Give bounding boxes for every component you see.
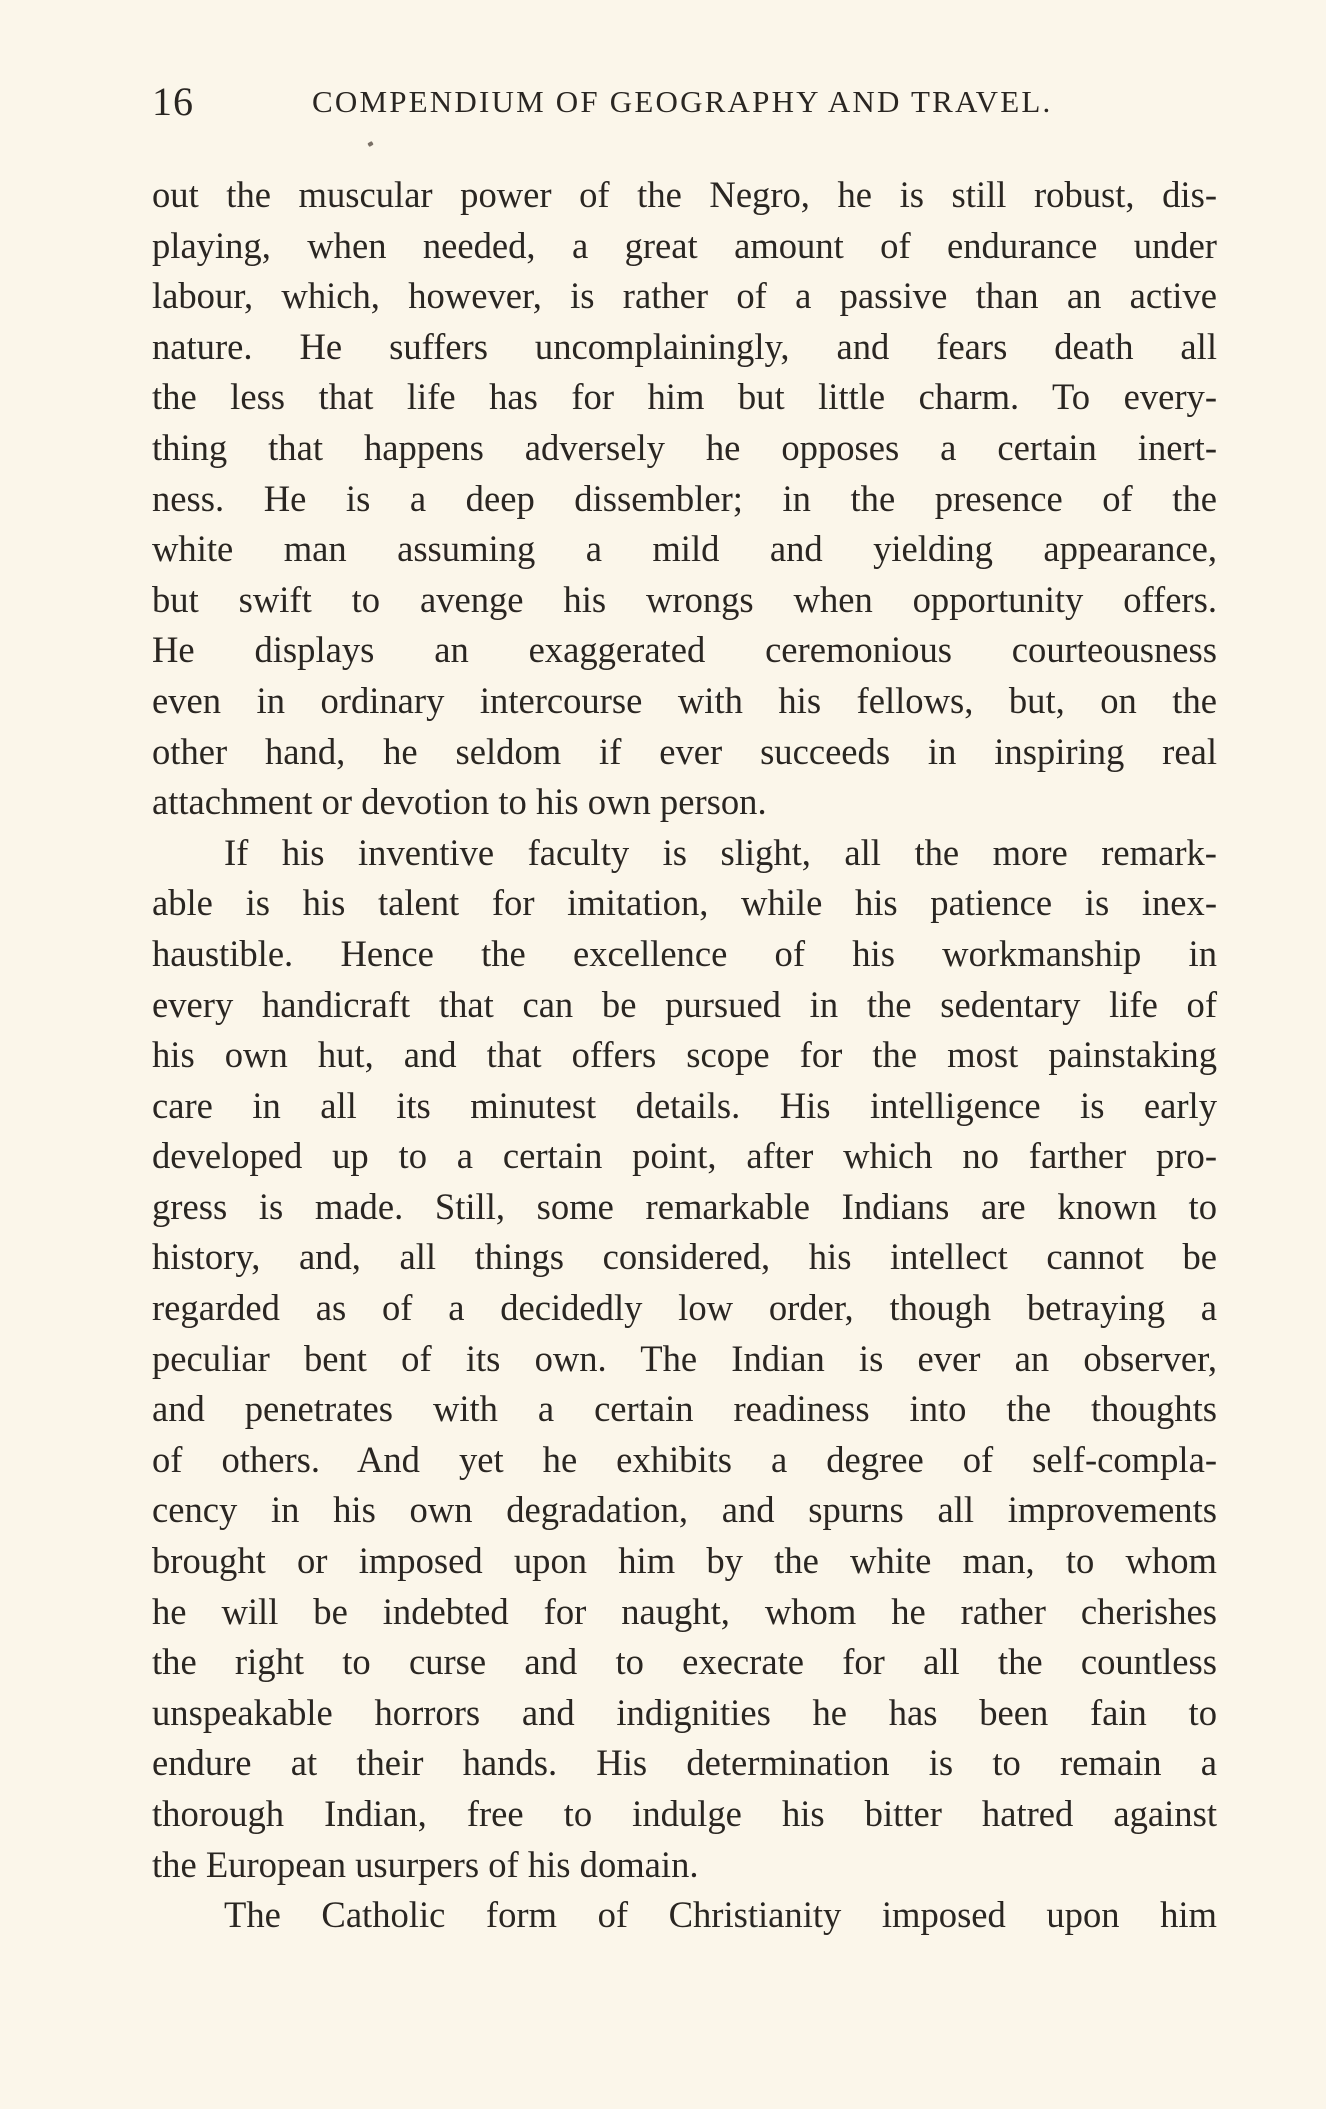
- text-line: of others. And yet he exhibits a degree of self-compla-: [152, 1438, 1217, 1480]
- text-line: haustible. Hence the excellence of his workmanship in: [152, 932, 1217, 974]
- text-line: the right to curse and to execrate for all the countless: [152, 1641, 1217, 1683]
- text-line: unspeakable horrors and indignities he has been fain to: [152, 1691, 1217, 1733]
- text-line: regarded as of a decidedly low order, though betraying a: [152, 1287, 1217, 1329]
- paragraph-start-line: The Catholic form of Christianity imposed upon him: [224, 1894, 1217, 1936]
- text-line: endure at their hands. His determination is to remain a: [152, 1742, 1217, 1784]
- paragraph-end-line: the European usurpers of his domain.: [152, 1843, 699, 1885]
- running-title: COMPENDIUM OF GEOGRAPHY AND TRAVEL.: [312, 84, 1053, 119]
- text-line: out the muscular power of the Negro, he is still robust, dis-: [152, 174, 1217, 215]
- text-line: white man assuming a mild and yielding appearance,: [152, 528, 1217, 570]
- body-text: [152, 170, 1217, 1941]
- text-line: his own hut, and that offers scope for the most painstaking: [152, 1034, 1217, 1076]
- text-line: other hand, he seldom if ever succeeds in inspiring real: [152, 730, 1217, 772]
- text-line: peculiar bent of its own. The Indian is ever an observer,: [152, 1337, 1217, 1379]
- text-line: thing that happens adversely he opposes a certain inert-: [152, 426, 1217, 468]
- text-line: he will be indebted for naught, whom he rather cherishes: [152, 1590, 1217, 1632]
- text-line: He displays an exaggerated ceremonious courteousness: [152, 629, 1217, 671]
- text-line: playing, when needed, a great amount of endurance under: [152, 224, 1217, 266]
- ink-speck: [367, 141, 373, 147]
- text-line: nature. He suffers uncomplainingly, and fears death all: [152, 325, 1217, 367]
- text-line: cency in his own degradation, and spurns all improvements: [152, 1489, 1217, 1531]
- text-line: but swift to avenge his wrongs when opportunity offers.: [152, 578, 1217, 620]
- text-line: care in all its minutest details. His intelligence is early: [152, 1084, 1217, 1126]
- page-header: [152, 78, 1212, 138]
- text-line: even in ordinary intercourse with his fellows, but, on the: [152, 679, 1217, 721]
- text-line: history, and, all things considered, his intellect cannot be: [152, 1236, 1217, 1278]
- page-number: 16: [152, 79, 194, 124]
- text-line: able is his talent for imitation, while his patience is inex-: [152, 882, 1217, 924]
- paragraph-end-line: attachment or devotion to his own person.: [152, 781, 767, 823]
- text-line: thorough Indian, free to indulge his bitter hatred against: [152, 1793, 1217, 1834]
- text-line: developed up to a certain point, after which no farther pro-: [152, 1135, 1217, 1177]
- text-line: every handicraft that can be pursued in the sedentary life of: [152, 983, 1217, 1025]
- text-line: ness. He is a deep dissembler; in the presence of the: [152, 477, 1217, 519]
- text-line: the less that life has for him but little charm. To every-: [152, 376, 1217, 418]
- text-line: and penetrates with a certain readiness into the thoughts: [152, 1388, 1217, 1430]
- text-line: labour, which, however, is rather of a passive than an active: [152, 275, 1217, 317]
- paragraph-start-line: If his inventive faculty is slight, all the more remark-: [224, 831, 1217, 873]
- text-line: gress is made. Still, some remarkable Indians are known to: [152, 1185, 1217, 1227]
- text-line: brought or imposed upon him by the white man, to whom: [152, 1540, 1217, 1582]
